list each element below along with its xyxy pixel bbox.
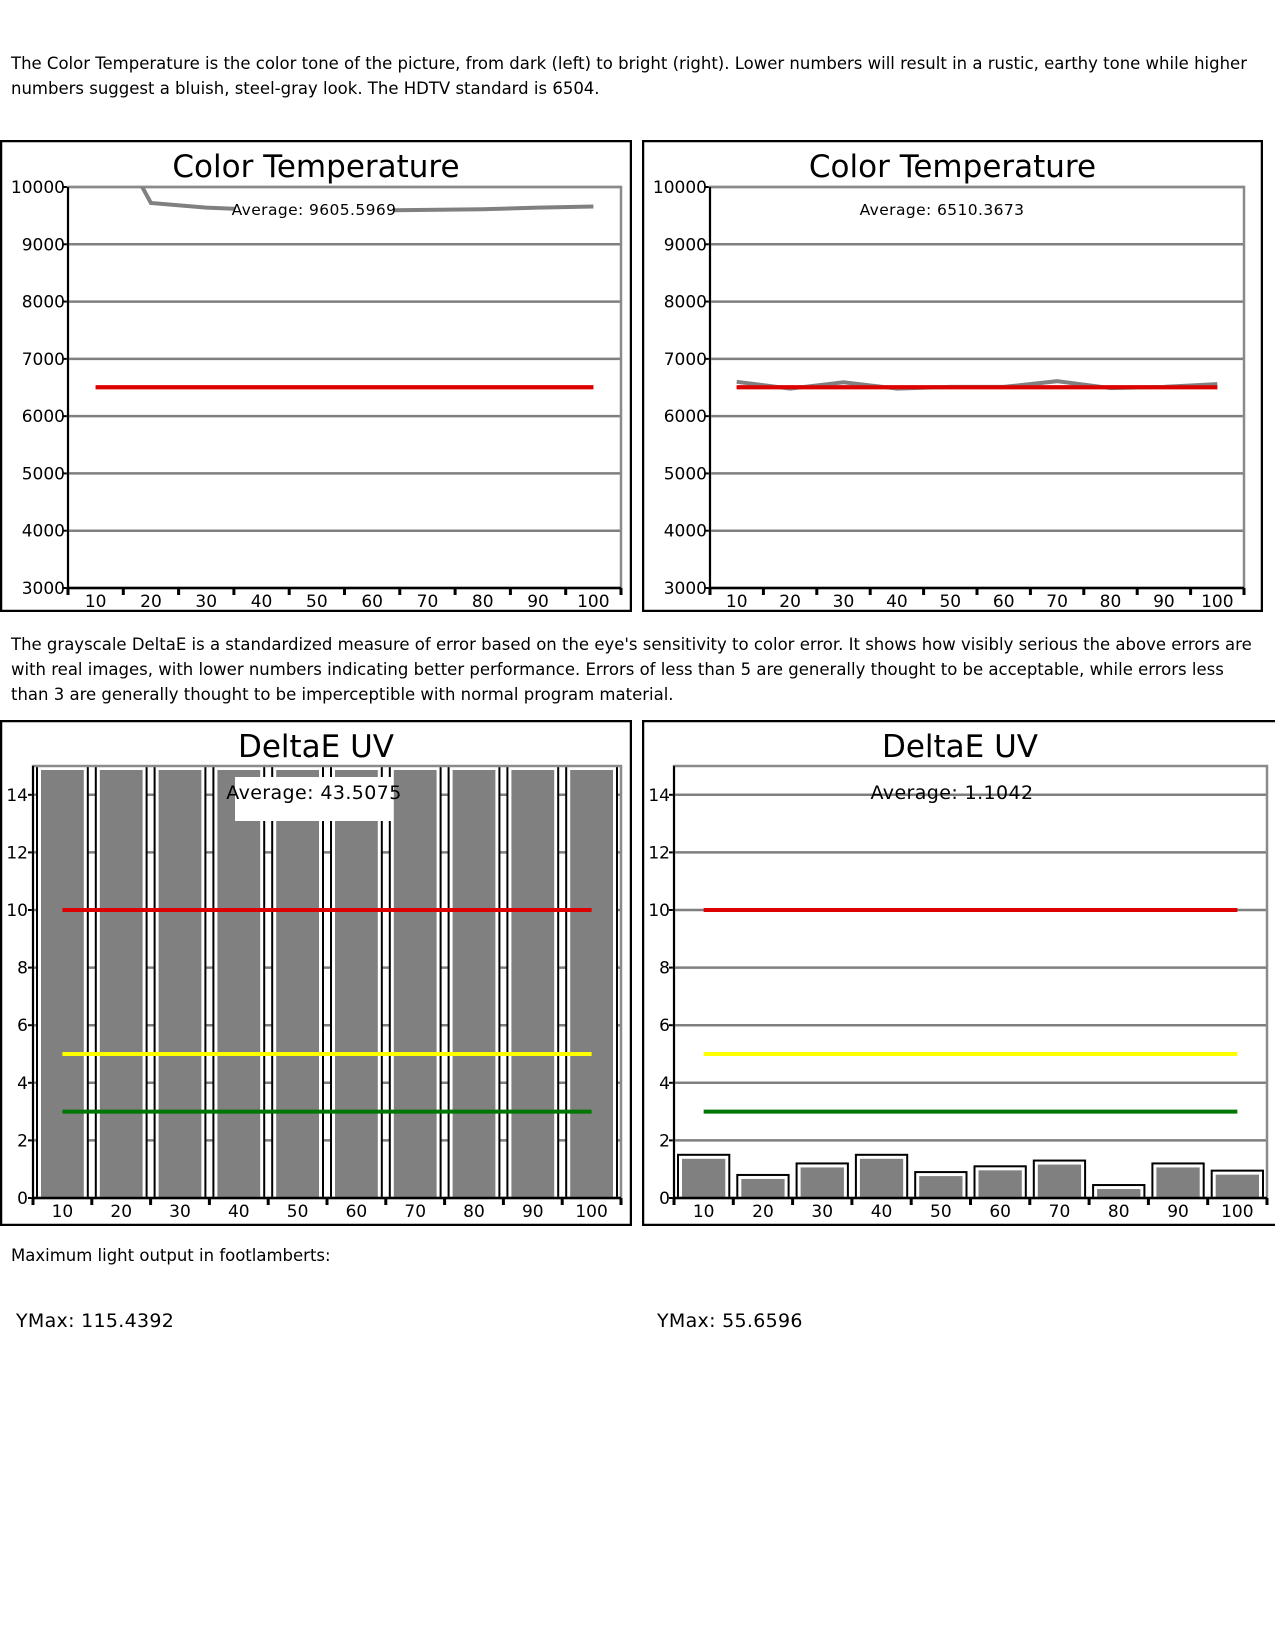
bar: [860, 1159, 903, 1198]
y-tick-label: 14: [6, 785, 28, 806]
x-tick-label: 20: [140, 592, 162, 612]
x-tick-label: 40: [870, 1202, 893, 1222]
y-tick-label: 8: [659, 958, 670, 979]
x-tick-label: 50: [306, 592, 328, 612]
y-tick-label: 4000: [21, 521, 65, 542]
bar: [1216, 1175, 1259, 1198]
x-tick-label: 40: [886, 592, 908, 612]
x-tick-label: 70: [416, 592, 439, 612]
bar: [41, 770, 84, 1198]
chart-title: Color Temperature: [808, 149, 1097, 185]
color-temperature-chart-right: [642, 140, 1263, 612]
bar: [159, 770, 202, 1198]
x-tick-label: 20: [752, 1202, 774, 1222]
x-tick-label: 100: [1221, 1202, 1254, 1222]
bar: [570, 770, 613, 1198]
x-tick-label: 90: [1153, 592, 1175, 612]
x-tick-label: 10: [725, 592, 748, 612]
y-tick-label: 12: [648, 843, 670, 864]
y-tick-label: 5000: [21, 464, 65, 485]
y-tick-label: 10000: [10, 178, 65, 198]
bar: [100, 770, 143, 1198]
x-tick-label: 70: [1046, 592, 1068, 612]
bar: [919, 1176, 962, 1198]
y-tick-label: 8: [17, 958, 28, 979]
x-tick-label: 90: [527, 592, 549, 612]
x-tick-label: 80: [1099, 592, 1122, 612]
y-tick-label: 4000: [663, 521, 707, 542]
y-tick-label: 10: [6, 901, 28, 921]
plot-area: [6, 766, 621, 1222]
y-tick-label: 0: [659, 1189, 670, 1209]
x-tick-label: 100: [575, 1202, 608, 1222]
x-tick-label: 60: [992, 592, 1015, 612]
y-tick-label: 6000: [663, 407, 707, 428]
x-tick-label: 50: [286, 1202, 309, 1222]
x-tick-label: 100: [1201, 592, 1234, 612]
x-tick-label: 80: [471, 592, 494, 612]
deltae-description: The grayscale DeltaE is a standardized measure of error based on the eye's sensitivity to color error. It shows how visibly serious the above errors are with real images, with lower numbers indicating better performance. Errors of less than 5 are generally thought to be acceptable, while errors less than 3 are generally thought to be imperceptible with normal program material.: [11, 635, 1252, 704]
y-tick-label: 3000: [663, 579, 707, 599]
x-tick-label: 30: [195, 592, 218, 612]
y-tick-label: 2: [17, 1131, 28, 1152]
x-tick-label: 20: [110, 1202, 133, 1222]
deltae-uv-chart-right: [642, 720, 1275, 1226]
bar: [1156, 1167, 1199, 1198]
x-tick-label: 80: [1107, 1202, 1130, 1222]
bar: [979, 1170, 1022, 1198]
chart-title: Color Temperature: [172, 149, 460, 185]
x-tick-label: 70: [404, 1202, 427, 1222]
y-tick-label: 4: [17, 1073, 28, 1094]
bar: [335, 770, 378, 1198]
x-tick-label: 30: [169, 1202, 191, 1222]
x-tick-label: 50: [939, 592, 962, 612]
light-output-label: Maximum light output in footlamberts:: [11, 1246, 331, 1265]
chart-title: DeltaE UV: [881, 729, 1039, 765]
bar: [394, 770, 437, 1198]
x-tick-label: 50: [930, 1202, 952, 1222]
y-tick-label: 9000: [21, 235, 65, 256]
y-tick-label: 7000: [663, 349, 707, 370]
x-tick-label: 90: [1167, 1202, 1189, 1222]
bar: [453, 770, 496, 1198]
y-tick-label: 14: [648, 785, 670, 806]
x-tick-label: 10: [51, 1202, 74, 1222]
x-tick-label: 60: [989, 1202, 1011, 1222]
y-tick-label: 2: [659, 1131, 670, 1152]
x-tick-label: 60: [345, 1202, 368, 1222]
y-tick-label: 7000: [21, 349, 65, 370]
x-tick-label: 40: [250, 592, 273, 612]
y-tick-label: 10000: [652, 178, 707, 198]
ymax-right-value: YMax: 55.6596: [657, 1310, 803, 1332]
x-tick-label: 60: [361, 592, 383, 612]
ymax-left-value: YMax: 115.4392: [16, 1310, 175, 1332]
average-label: Average: 6510.3673: [859, 201, 1025, 219]
x-tick-label: 10: [84, 592, 107, 612]
deltae-uv-chart-left: [0, 720, 632, 1226]
average-label: Average: 1.1042: [870, 782, 1034, 804]
bar: [1038, 1165, 1081, 1198]
average-label: Average: 43.5075: [226, 782, 402, 804]
y-tick-label: 6: [659, 1016, 670, 1037]
x-tick-label: 10: [692, 1202, 715, 1222]
bar: [1097, 1189, 1140, 1198]
y-tick-label: 4: [659, 1073, 670, 1094]
y-tick-label: 0: [17, 1189, 28, 1209]
bar: [511, 770, 554, 1198]
y-tick-label: 10: [648, 901, 670, 921]
chart-title: DeltaE UV: [237, 729, 395, 765]
x-tick-label: 30: [832, 592, 855, 612]
color-temperature-description: The Color Temperature is the color tone of the picture, from dark (left) to bright (right). Lower numbers will result in a rustic, earthy tone while higher numbers suggest a bluish, steel-gray look. The HDTV standard is 6504.: [11, 54, 1247, 98]
x-tick-label: 40: [227, 1202, 250, 1222]
bar: [682, 1159, 725, 1198]
x-tick-label: 70: [1048, 1202, 1071, 1222]
average-label: Average: 9605.5969: [231, 201, 397, 219]
y-tick-label: 8000: [21, 292, 65, 313]
y-tick-label: 6000: [21, 407, 65, 428]
color-temperature-chart-left: [0, 140, 632, 612]
bar: [801, 1167, 844, 1198]
y-tick-label: 6: [17, 1016, 28, 1037]
x-tick-label: 90: [521, 1202, 544, 1222]
y-tick-label: 12: [6, 843, 28, 864]
y-tick-label: 9000: [663, 235, 707, 256]
x-tick-label: 20: [779, 592, 801, 612]
y-tick-label: 8000: [663, 292, 707, 313]
bar: [276, 770, 319, 1198]
y-tick-label: 3000: [21, 579, 65, 599]
bar: [217, 770, 260, 1198]
y-tick-label: 5000: [663, 464, 707, 485]
x-tick-label: 80: [463, 1202, 485, 1222]
x-tick-label: 30: [811, 1202, 834, 1222]
bar: [741, 1179, 784, 1198]
x-tick-label: 100: [577, 592, 610, 612]
